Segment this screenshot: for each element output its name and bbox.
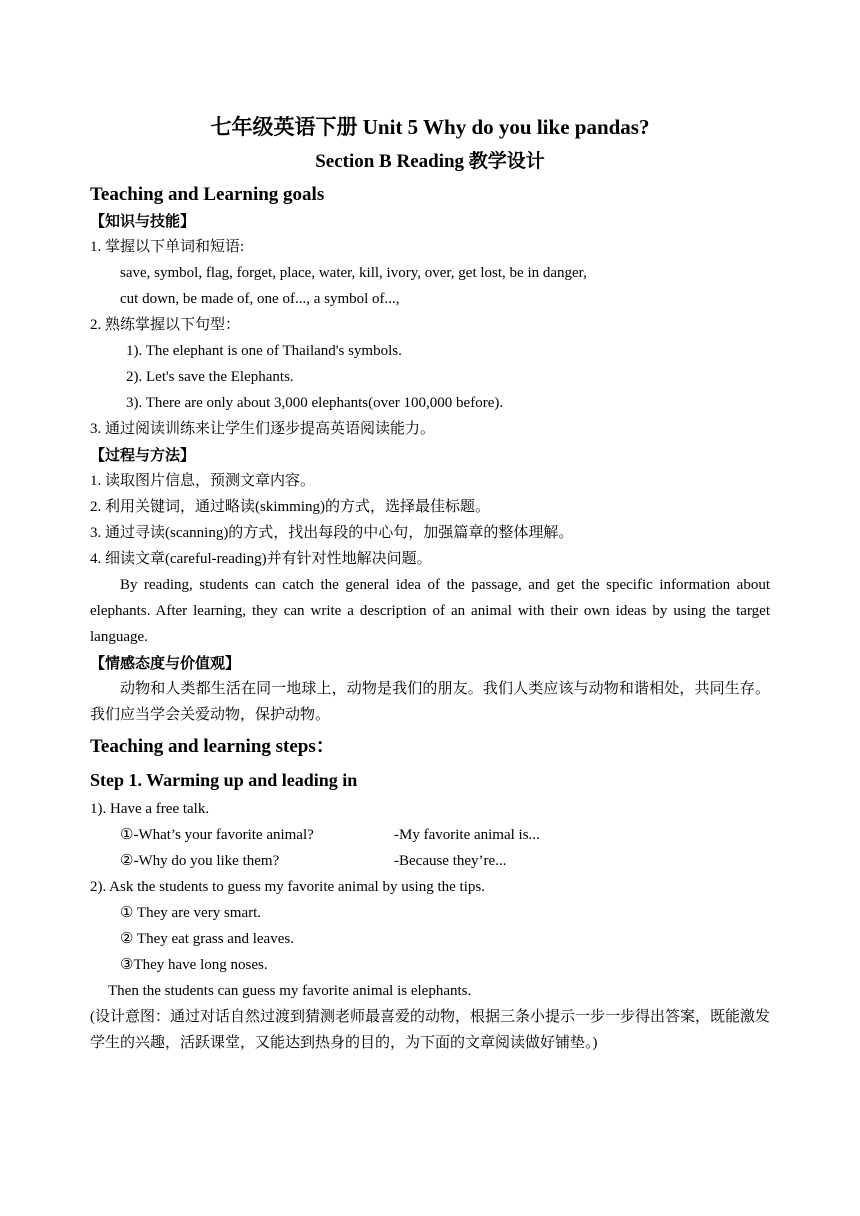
process-paragraph: By reading, students can catch the general idea of the passage, and get the specific information about elephants. After learning, they can write a description of an animal with their own ideas by using the target language. (90, 577, 770, 645)
steps-heading: Teaching and learning steps： (90, 736, 335, 757)
process-item-2: 2. 利用关键词，通过略读(skimming)的方式，选择最佳标题。 (90, 499, 490, 515)
tip-3: ③They have long noses. (120, 957, 268, 973)
vocabulary-line-2: cut down, be made of, one of..., a symbol of..., (120, 291, 400, 307)
sentence-pattern-1: 1). The elephant is one of Thailand's symbols. (126, 343, 402, 359)
document-subtitle: Section B Reading 教学设计 (315, 151, 545, 172)
sentence-pattern-2: 2). Let's save the Elephants. (126, 369, 294, 385)
step1-item-a: 1). Have a free talk. (90, 801, 210, 817)
attitude-label: 【情感态度与价值观】 (90, 654, 241, 672)
step1-item-b: 2). Ask the students to guess my favorite animal by using the tips. (90, 879, 485, 895)
step1-conclusion: Then the students can guess my favorite animal is elephants. (108, 983, 472, 999)
document-title: 七年级英语下册 Unit 5 Why do you like pandas? (210, 115, 650, 139)
vocabulary-line-1: save, symbol, flag, forget, place, water, kill, ivory, over, get lost, be in danger, (120, 265, 587, 281)
knowledge-item-2: 2. 熟练掌握以下句型： (90, 317, 241, 333)
qa-answer: -My favorite animal is... (394, 827, 540, 843)
goals-heading: Teaching and Learning goals (90, 184, 325, 205)
knowledge-label: 【知识与技能】 (90, 212, 196, 230)
attitude-paragraph: 动物和人类都生活在同一地球上，动物是我们的朋友。我们人类应该与动物和谐相处，共同生存。我们应当学会关爱动物，保护动物。 (90, 681, 770, 723)
qa-row (90, 822, 770, 848)
design-intent-note: (设计意图：通过对话自然过渡到猜测老师最喜爱的动物，根据三条小提示一步一步得出答案，既能激发学生的兴趣，活跃课堂，又能达到热身的目的，为下面的文章阅读做好铺垫。) (90, 1009, 770, 1051)
tip-1: ① They are very smart. (120, 905, 262, 921)
qa-answer: -Because they’re... (394, 853, 507, 869)
process-label: 【过程与方法】 (90, 446, 196, 464)
qa-row (90, 848, 770, 874)
document-page (90, 112, 770, 1056)
sentence-pattern-3: 3). There are only about 3,000 elephants(over 100,000 before). (126, 395, 504, 411)
process-item-3: 3. 通过寻读(scanning)的方式，找出每段的中心句，加强篇章的整体理解。 (90, 525, 574, 541)
process-item-4: 4. 细读文章(careful-reading)并有针对性地解决问题。 (90, 551, 432, 567)
tip-2: ② They eat grass and leaves. (120, 931, 294, 947)
knowledge-item-1: 1. 掌握以下单词和短语: (90, 239, 245, 255)
qa-question: ①-What’s your favorite animal? (120, 827, 314, 843)
knowledge-item-3: 3. 通过阅读训练来让学生们逐步提高英语阅读能力。 (90, 421, 436, 437)
step1-heading: Step 1. Warming up and leading in (90, 770, 358, 790)
qa-question: ②-Why do you like them? (120, 853, 280, 869)
process-item-1: 1. 读取图片信息，预测文章内容。 (90, 473, 316, 489)
